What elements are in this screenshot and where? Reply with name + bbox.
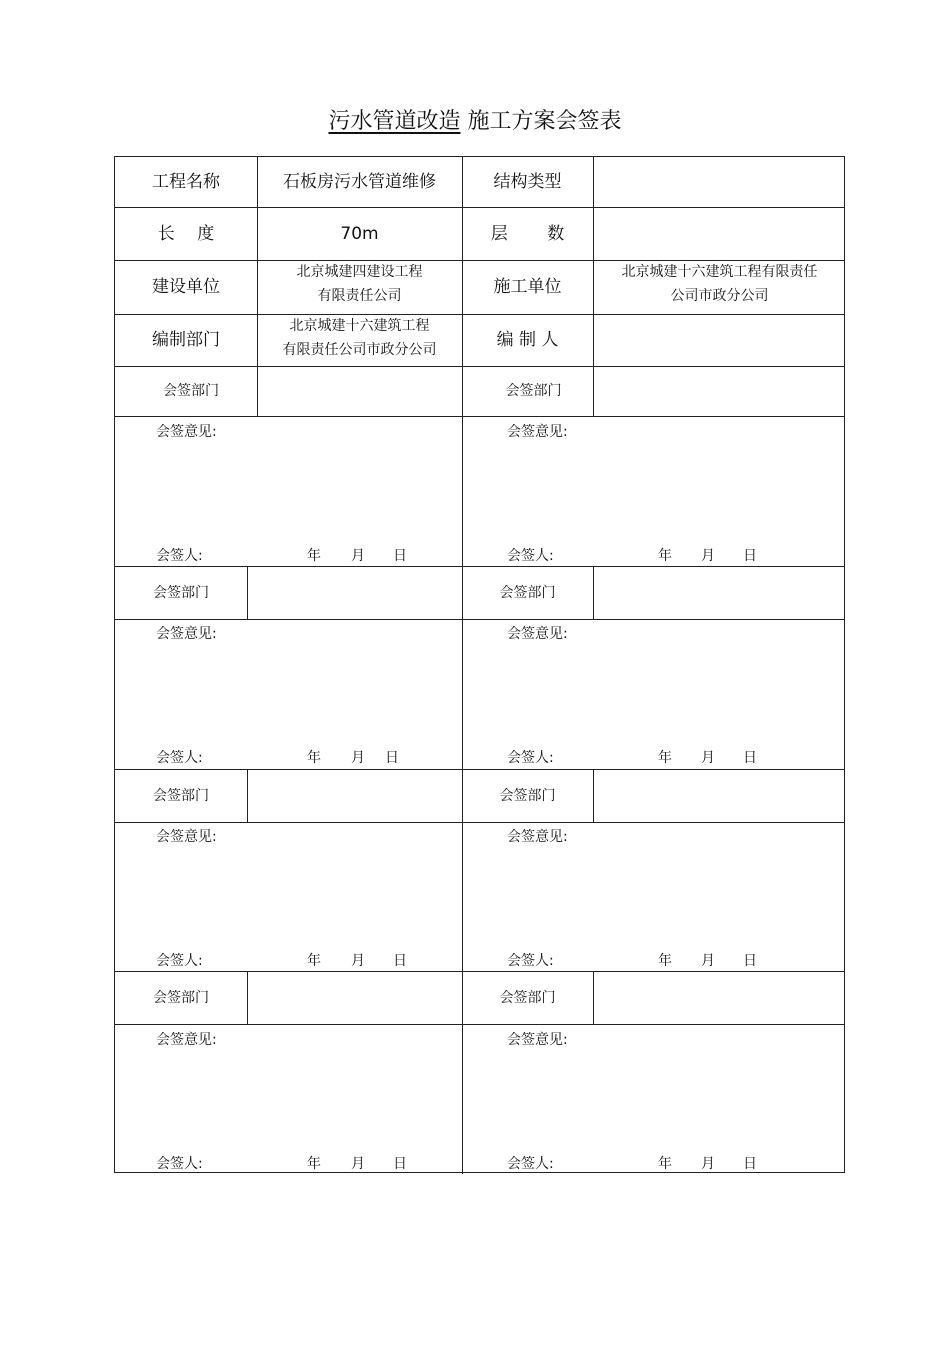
constructor-value (593, 260, 846, 314)
day-label: 日 (393, 1156, 407, 1172)
row-divider (115, 1024, 844, 1025)
signer-label: 会签人: (156, 953, 203, 969)
month-label: 月 (351, 1156, 365, 1172)
dept-line1: 北京城建十六建筑工程 (289, 318, 430, 334)
signer-label: 会签人: (507, 548, 554, 564)
dept-label: 编制部门 (152, 330, 220, 350)
day-label: 日 (743, 548, 757, 564)
signer-label: 会签人: (156, 1156, 203, 1172)
signoff-dept-label: 会签部门 (153, 989, 209, 1006)
month-label: 月 (351, 548, 365, 564)
month-label: 月 (701, 548, 715, 564)
signoff-dept-value[interactable] (593, 971, 846, 1024)
signoff-dept-label: 会签部门 (163, 383, 219, 399)
author-label: 编 制 人 (496, 330, 559, 350)
month-label: 月 (351, 953, 365, 969)
builder-value (257, 260, 462, 314)
constructor-line1: 北京城建十六建筑工程有限责任 (621, 264, 818, 280)
month-label: 月 (701, 750, 715, 766)
title-underlined: 污水管道改造 (328, 109, 461, 134)
year-label: 年 (307, 750, 321, 766)
builder-line2: 有限责任公司 (317, 288, 402, 304)
signer-label: 会签人: (507, 750, 554, 766)
constructor-line2: 公司市政分公司 (670, 288, 769, 304)
floors-value[interactable] (593, 207, 846, 260)
year-label: 年 (307, 1156, 321, 1172)
year-label: 年 (307, 953, 321, 969)
project-name-value: 石板房污水管道维修 (283, 172, 436, 192)
row-divider (115, 822, 844, 823)
length-label: 长 度 (157, 223, 215, 244)
page-title (0, 104, 950, 135)
signoff-dept-label: 会签部门 (499, 989, 556, 1006)
structure-type-label: 结构类型 (493, 172, 562, 192)
opinion-label: 会签意见: (156, 424, 217, 440)
year-label: 年 (658, 953, 672, 969)
signoff-dept-label: 会签部门 (505, 383, 562, 399)
signer-label: 会签人: (156, 548, 203, 564)
builder-label: 建设单位 (152, 277, 220, 297)
month-label: 月 (351, 750, 365, 766)
floors-label: 层 数 (490, 223, 565, 244)
opinion-label: 会签意见: (156, 626, 217, 642)
signer-label: 会签人: (156, 750, 203, 766)
year-label: 年 (658, 548, 672, 564)
dept-line2: 有限责任公司市政分公司 (282, 342, 437, 358)
constructor-label: 施工单位 (493, 277, 562, 297)
opinion-label: 会签意见: (507, 626, 568, 642)
length-value: 70m (340, 223, 379, 244)
signoff-dept-value[interactable] (593, 566, 846, 619)
signoff-dept-label: 会签部门 (499, 584, 556, 601)
builder-line1: 北京城建四建设工程 (296, 264, 423, 280)
row-divider (115, 619, 844, 620)
day-label: 日 (393, 548, 407, 564)
author-value[interactable] (593, 314, 846, 366)
signoff-dept-value[interactable] (593, 366, 846, 416)
signer-label: 会签人: (507, 1156, 554, 1172)
project-name-label: 工程名称 (152, 172, 220, 192)
day-label: 日 (743, 1156, 757, 1172)
row-divider (115, 416, 844, 417)
signoff-dept-value[interactable] (247, 566, 462, 619)
signoff-dept-label: 会签部门 (153, 584, 209, 601)
day-label: 日 (743, 750, 757, 766)
month-label: 月 (701, 953, 715, 969)
day-label: 日 (393, 953, 407, 969)
year-label: 年 (307, 548, 321, 564)
signoff-dept-label: 会签部门 (153, 787, 209, 804)
signer-label: 会签人: (507, 953, 554, 969)
signoff-dept-value[interactable] (247, 971, 462, 1024)
signoff-dept-label: 会签部门 (499, 787, 556, 804)
signoff-dept-value[interactable] (257, 366, 462, 416)
title-rest: 施工方案会签表 (467, 109, 622, 134)
signoff-dept-value[interactable] (593, 769, 846, 822)
opinion-label: 会签意见: (507, 424, 568, 440)
signoff-table (114, 156, 845, 1173)
year-label: 年 (658, 750, 672, 766)
month-label: 月 (701, 1156, 715, 1172)
structure-type-value[interactable] (593, 157, 846, 207)
opinion-label: 会签意见: (156, 1032, 217, 1048)
day-label: 日 (743, 953, 757, 969)
day-label: 日 (385, 750, 399, 766)
dept-value (257, 314, 462, 366)
signoff-dept-value[interactable] (247, 769, 462, 822)
opinion-label: 会签意见: (507, 829, 568, 845)
opinion-label: 会签意见: (507, 1032, 568, 1048)
opinion-label: 会签意见: (156, 829, 217, 845)
year-label: 年 (658, 1156, 672, 1172)
